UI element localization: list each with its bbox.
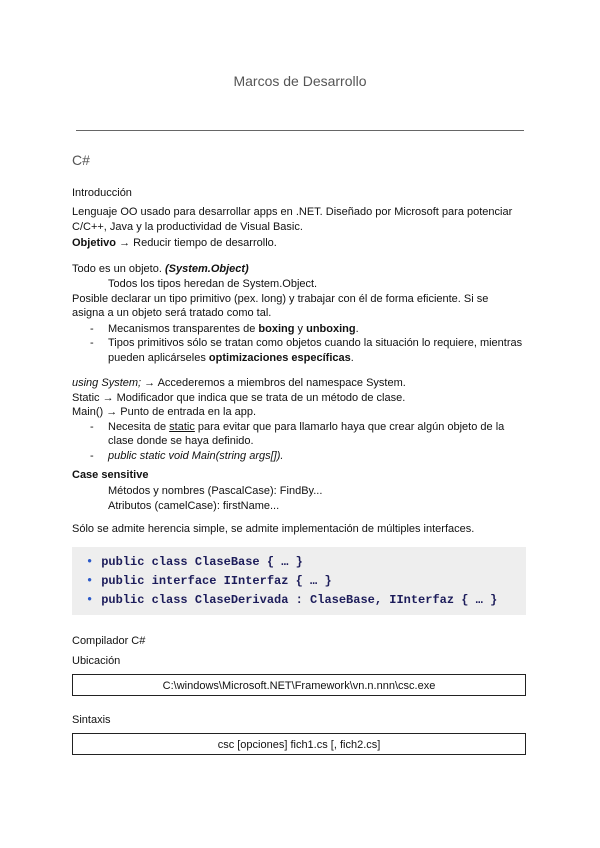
objects-line1 xyxy=(72,262,249,276)
static-keyword: static xyxy=(169,421,195,433)
list-dash: - xyxy=(90,323,94,335)
case-sensitive-text: Case sensitive xyxy=(72,469,149,481)
objetivo-text: → Reducir tiempo de desarrollo. xyxy=(116,237,277,249)
intro-text-line2: C/C++, Java y la productividad de Visual Basic. xyxy=(72,221,303,233)
compilador-label: Compilador C# xyxy=(72,635,146,647)
pascalcase-line: Métodos y nombres (PascalCase): FindBy... xyxy=(108,485,323,497)
primitives-text: pueden aplicárseles xyxy=(108,352,209,364)
primitives-bullet-line1: Tipos primitivos sólo se tratan como objetos cuando la situación lo requiere, mientras xyxy=(108,337,523,349)
code-line-2 xyxy=(86,574,332,588)
main-signature xyxy=(108,449,283,463)
sintaxis-label: Sintaxis xyxy=(72,714,111,726)
static-line: Static → Modificador que indica que se trata de un método de clase. xyxy=(72,392,406,404)
intro-text-line1: Lenguaje OO usado para desarrollar apps en .NET. Diseñado por Microsoft para potenciar xyxy=(72,206,513,218)
title-divider xyxy=(76,130,524,131)
code-text: public interface IInterfaz { … } xyxy=(101,574,332,588)
objetivo-line xyxy=(72,236,277,250)
code-bullet: • xyxy=(86,593,94,607)
optimizations-term: optimizaciones específicas xyxy=(208,352,351,364)
static-bullet-line1 xyxy=(108,420,504,434)
objects-line1-text: Todo es un objeto. xyxy=(72,263,165,275)
section-heading: C# xyxy=(72,152,90,168)
ubicacion-box: C:\windows\Microsoft.NET\Framework\vn.n.nnn\csc.exe xyxy=(72,674,526,696)
boxing-end: . xyxy=(355,323,359,335)
objects-line4: asigna a un objeto será tratado como tal. xyxy=(72,307,272,319)
code-bullet: • xyxy=(86,555,94,569)
primitives-end: . xyxy=(350,352,354,364)
intro-label: Introducción xyxy=(72,187,132,199)
using-keyword: using System; xyxy=(72,377,142,389)
main-line: Main() → Punto de entrada en la app. xyxy=(72,406,257,418)
code-text: public class ClaseBase { … } xyxy=(101,555,303,569)
ubicacion-label: Ubicación xyxy=(72,655,121,667)
objects-line2: Todos los tipos heredan de System.Object. xyxy=(108,278,318,290)
static-bullet-rest: para evitar que para llamarlo haya que crear algún objeto de la xyxy=(194,421,505,433)
list-dash: - xyxy=(90,337,94,349)
list-dash: - xyxy=(90,450,94,462)
case-sensitive-label xyxy=(72,468,148,482)
boxing-conj: y xyxy=(294,323,307,335)
code-text: public class ClaseDerivada : ClaseBase, IInterfaz { … } xyxy=(101,593,498,607)
boxing-term: boxing xyxy=(258,323,295,335)
boxing-text: Mecanismos transparentes de xyxy=(108,323,259,335)
static-bullet-line2: clase donde se haya definido. xyxy=(108,435,254,447)
primitives-bullet-line2 xyxy=(108,351,354,365)
objects-line3: Posible declarar un tipo primitivo (pex. long) y trabajar con él de forma eficiente. Si se xyxy=(72,293,489,305)
camelcase-line: Atributos (camelCase): firstName... xyxy=(108,500,280,512)
main-signature-text: public static void Main(string args[]). xyxy=(108,450,284,462)
static-bullet-text: Necesita de xyxy=(108,421,170,433)
code-line-1 xyxy=(86,555,303,569)
code-bullet: • xyxy=(86,574,94,588)
using-line xyxy=(72,376,406,390)
code-line-3 xyxy=(86,593,497,607)
unboxing-term: unboxing xyxy=(306,323,356,335)
using-text: → Accederemos a miembros del namespace System. xyxy=(141,377,406,389)
system-object-label: (System.Object) xyxy=(164,263,249,275)
sintaxis-box: csc [opciones] fich1.cs [, fich2.cs] xyxy=(72,733,526,755)
objetivo-label: Objetivo xyxy=(72,237,117,249)
herencia-line: Sólo se admite herencia simple, se admite implementación de múltiples interfaces. xyxy=(72,523,475,535)
list-dash: - xyxy=(90,421,94,433)
boxing-bullet xyxy=(108,322,359,336)
page-title: Marcos de Desarrollo xyxy=(233,73,367,89)
